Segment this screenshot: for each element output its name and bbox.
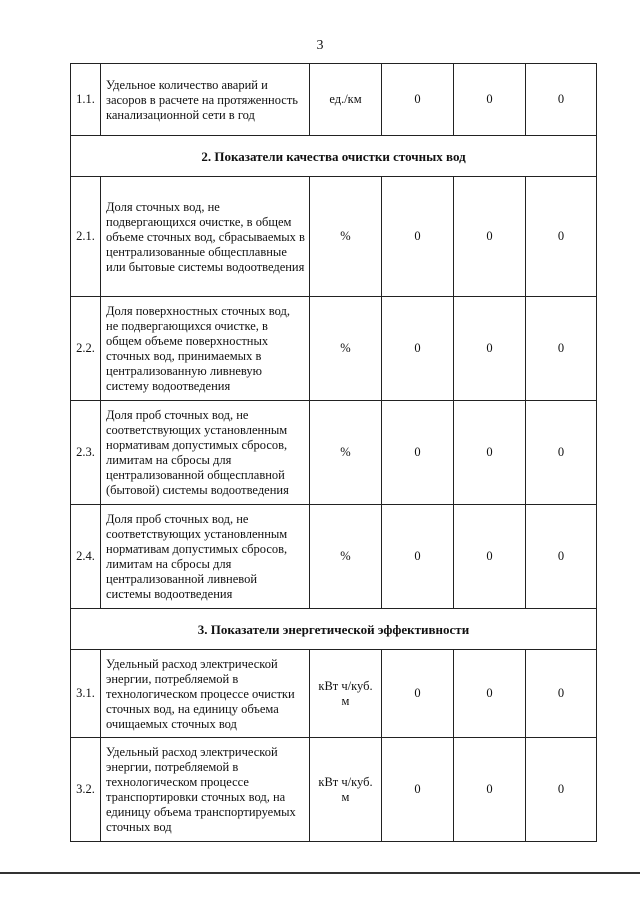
page-number: 3 xyxy=(316,38,324,53)
table-row xyxy=(71,177,597,297)
value-cell: 0 xyxy=(382,738,454,842)
indicator-description: Доля проб сточных вод, не соответствующих установленным нормативам допустимых сбросов, лимитам на сбросы для централизованной общесплавной (бытовой) системы водоотведения xyxy=(101,401,310,505)
table-row xyxy=(71,64,597,136)
value-cell: 0 xyxy=(454,738,526,842)
value-cell: 0 xyxy=(382,505,454,609)
unit-cell: % xyxy=(310,177,382,297)
unit-cell: % xyxy=(310,505,382,609)
unit-cell: кВт ч/куб. м xyxy=(310,650,382,738)
value-cell: 0 xyxy=(454,297,526,401)
indicator-description: Удельный расход электрической энергии, потребляемой в технологическом процессе очистки сточных вод, на единицу объема очищаемых сточных вод xyxy=(101,650,310,738)
value-cell: 0 xyxy=(526,401,597,505)
row-number: 1.1. xyxy=(71,64,101,136)
value-cell: 0 xyxy=(454,64,526,136)
value-cell: 0 xyxy=(526,177,597,297)
unit-cell: ед./км xyxy=(310,64,382,136)
table-row xyxy=(71,738,597,842)
value-cell: 0 xyxy=(526,505,597,609)
row-number: 3.1. xyxy=(71,650,101,738)
indicator-description: Доля проб сточных вод, не соответствующих установленным нормативам допустимых сбросов, лимитам на сбросы для централизованной ливневой системы водоотведения xyxy=(101,505,310,609)
table-row xyxy=(71,505,597,609)
value-cell: 0 xyxy=(454,401,526,505)
value-cell: 0 xyxy=(382,177,454,297)
value-cell: 0 xyxy=(526,738,597,842)
table-row xyxy=(71,650,597,738)
value-cell: 0 xyxy=(526,64,597,136)
row-number: 2.2. xyxy=(71,297,101,401)
indicator-description: Удельный расход электрической энергии, потребляемой в технологическом процессе транспортировки сточных вод, на единицу объема транспортируемых сточных вод xyxy=(101,738,310,842)
table-row xyxy=(71,297,597,401)
value-cell: 0 xyxy=(382,297,454,401)
value-cell: 0 xyxy=(454,177,526,297)
value-cell: 0 xyxy=(382,650,454,738)
unit-cell: кВт ч/куб. м xyxy=(310,738,382,842)
row-number: 3.2. xyxy=(71,738,101,842)
unit-cell: % xyxy=(310,401,382,505)
section-title: 2. Показатели качества очистки сточных вод xyxy=(71,136,597,177)
indicators-table xyxy=(70,63,597,842)
section-header-row xyxy=(71,136,597,177)
table-row xyxy=(71,401,597,505)
section-title: 3. Показатели энергетической эффективности xyxy=(71,609,597,650)
row-number: 2.4. xyxy=(71,505,101,609)
indicator-description: Удельное количество аварий и засоров в расчете на протяженность канализационной сети в год xyxy=(101,64,310,136)
value-cell: 0 xyxy=(454,505,526,609)
value-cell: 0 xyxy=(526,297,597,401)
scan-edge-line xyxy=(0,872,640,874)
value-cell: 0 xyxy=(526,650,597,738)
section-header-row xyxy=(71,609,597,650)
indicator-description: Доля сточных вод, не подвергающихся очистке, в общем объеме сточных вод, сбрасываемых в централизованные общесплавные или бытовые системы водоотведения xyxy=(101,177,310,297)
indicator-description: Доля поверхностных сточных вод, не подвергающихся очистке, в общем объеме поверхностных сточных вод, принимаемых в централизованную ливневую систему водоотведения xyxy=(101,297,310,401)
unit-cell: % xyxy=(310,297,382,401)
value-cell: 0 xyxy=(382,401,454,505)
value-cell: 0 xyxy=(454,650,526,738)
value-cell: 0 xyxy=(382,64,454,136)
row-number: 2.3. xyxy=(71,401,101,505)
row-number: 2.1. xyxy=(71,177,101,297)
